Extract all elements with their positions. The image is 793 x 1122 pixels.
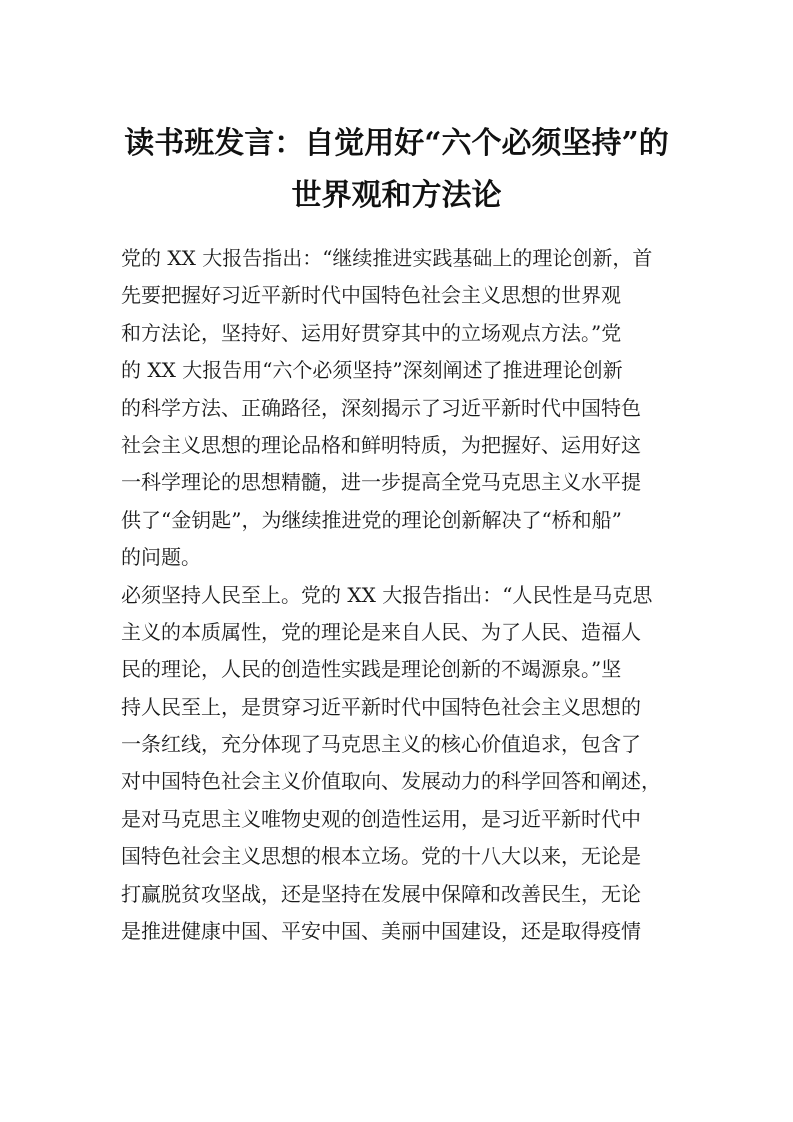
paragraph-2 [121,577,681,951]
text-line: 党的 XX 大报告指出：“继续推进实践基础上的理论创新，首 [121,246,653,270]
text-line: 是推进健康中国、平安中国、美丽中国建设，还是取得疫情 [121,919,641,944]
text-line: 打赢脱贫攻坚战，还是坚持在发展中保障和改善民生，无论 [121,881,641,906]
text-line: 一科学理论的思想精髓，进一步提高全党马克思主义水平提 [121,470,641,495]
paragraph-1 [121,240,681,577]
text-line: 社会主义思想的理论品格和鲜明特质，为把握好、运用好这 [121,432,641,457]
text-line: 民的理论，人民的创造性实践是理论创新的不竭源泉。”坚 [121,657,622,682]
text-line: 主义的本质属性，党的理论是来自人民、为了人民、造福人 [121,619,641,644]
text-line: 供了“金钥匙”，为继续推进党的理论创新解决了“桥和船” [121,507,622,532]
document-body [121,240,681,950]
text-line: 对中国特色社会主义价值取向、发展动力的科学回答和阐述， [121,769,661,794]
document-title-line-1: 读书班发言：自觉用好“六个必须坚持”的 [124,126,669,161]
text-line: 国特色社会主义思想的根本立场。党的十八大以来，无论是 [121,844,641,869]
text-line: 的科学方法、正确路径，深刻揭示了习近平新时代中国特色 [121,395,641,420]
text-line: 先要把握好习近平新时代中国特色社会主义思想的世界观 [121,283,621,308]
text-line: 必须坚持人民至上。党的 XX 大报告指出：“人民性是马克思 [121,582,653,607]
text-line: 的 XX 大报告用“六个必须坚持”深刻阐述了推进理论创新 [121,358,623,383]
text-line: 是对马克思主义唯物史观的创造性运用，是习近平新时代中 [121,806,641,831]
text-line: 和方法论，坚持好、运用好贯穿其中的立场观点方法。”党 [121,320,622,345]
document-title-line-2: 世界观和方法论 [291,178,502,213]
text-line: 的问题。 [121,545,201,570]
text-line: 一条红线，充分体现了马克思主义的核心价值追求，包含了 [121,732,641,757]
text-line: 持人民至上，是贯穿习近平新时代中国特色社会主义思想的 [121,694,641,719]
